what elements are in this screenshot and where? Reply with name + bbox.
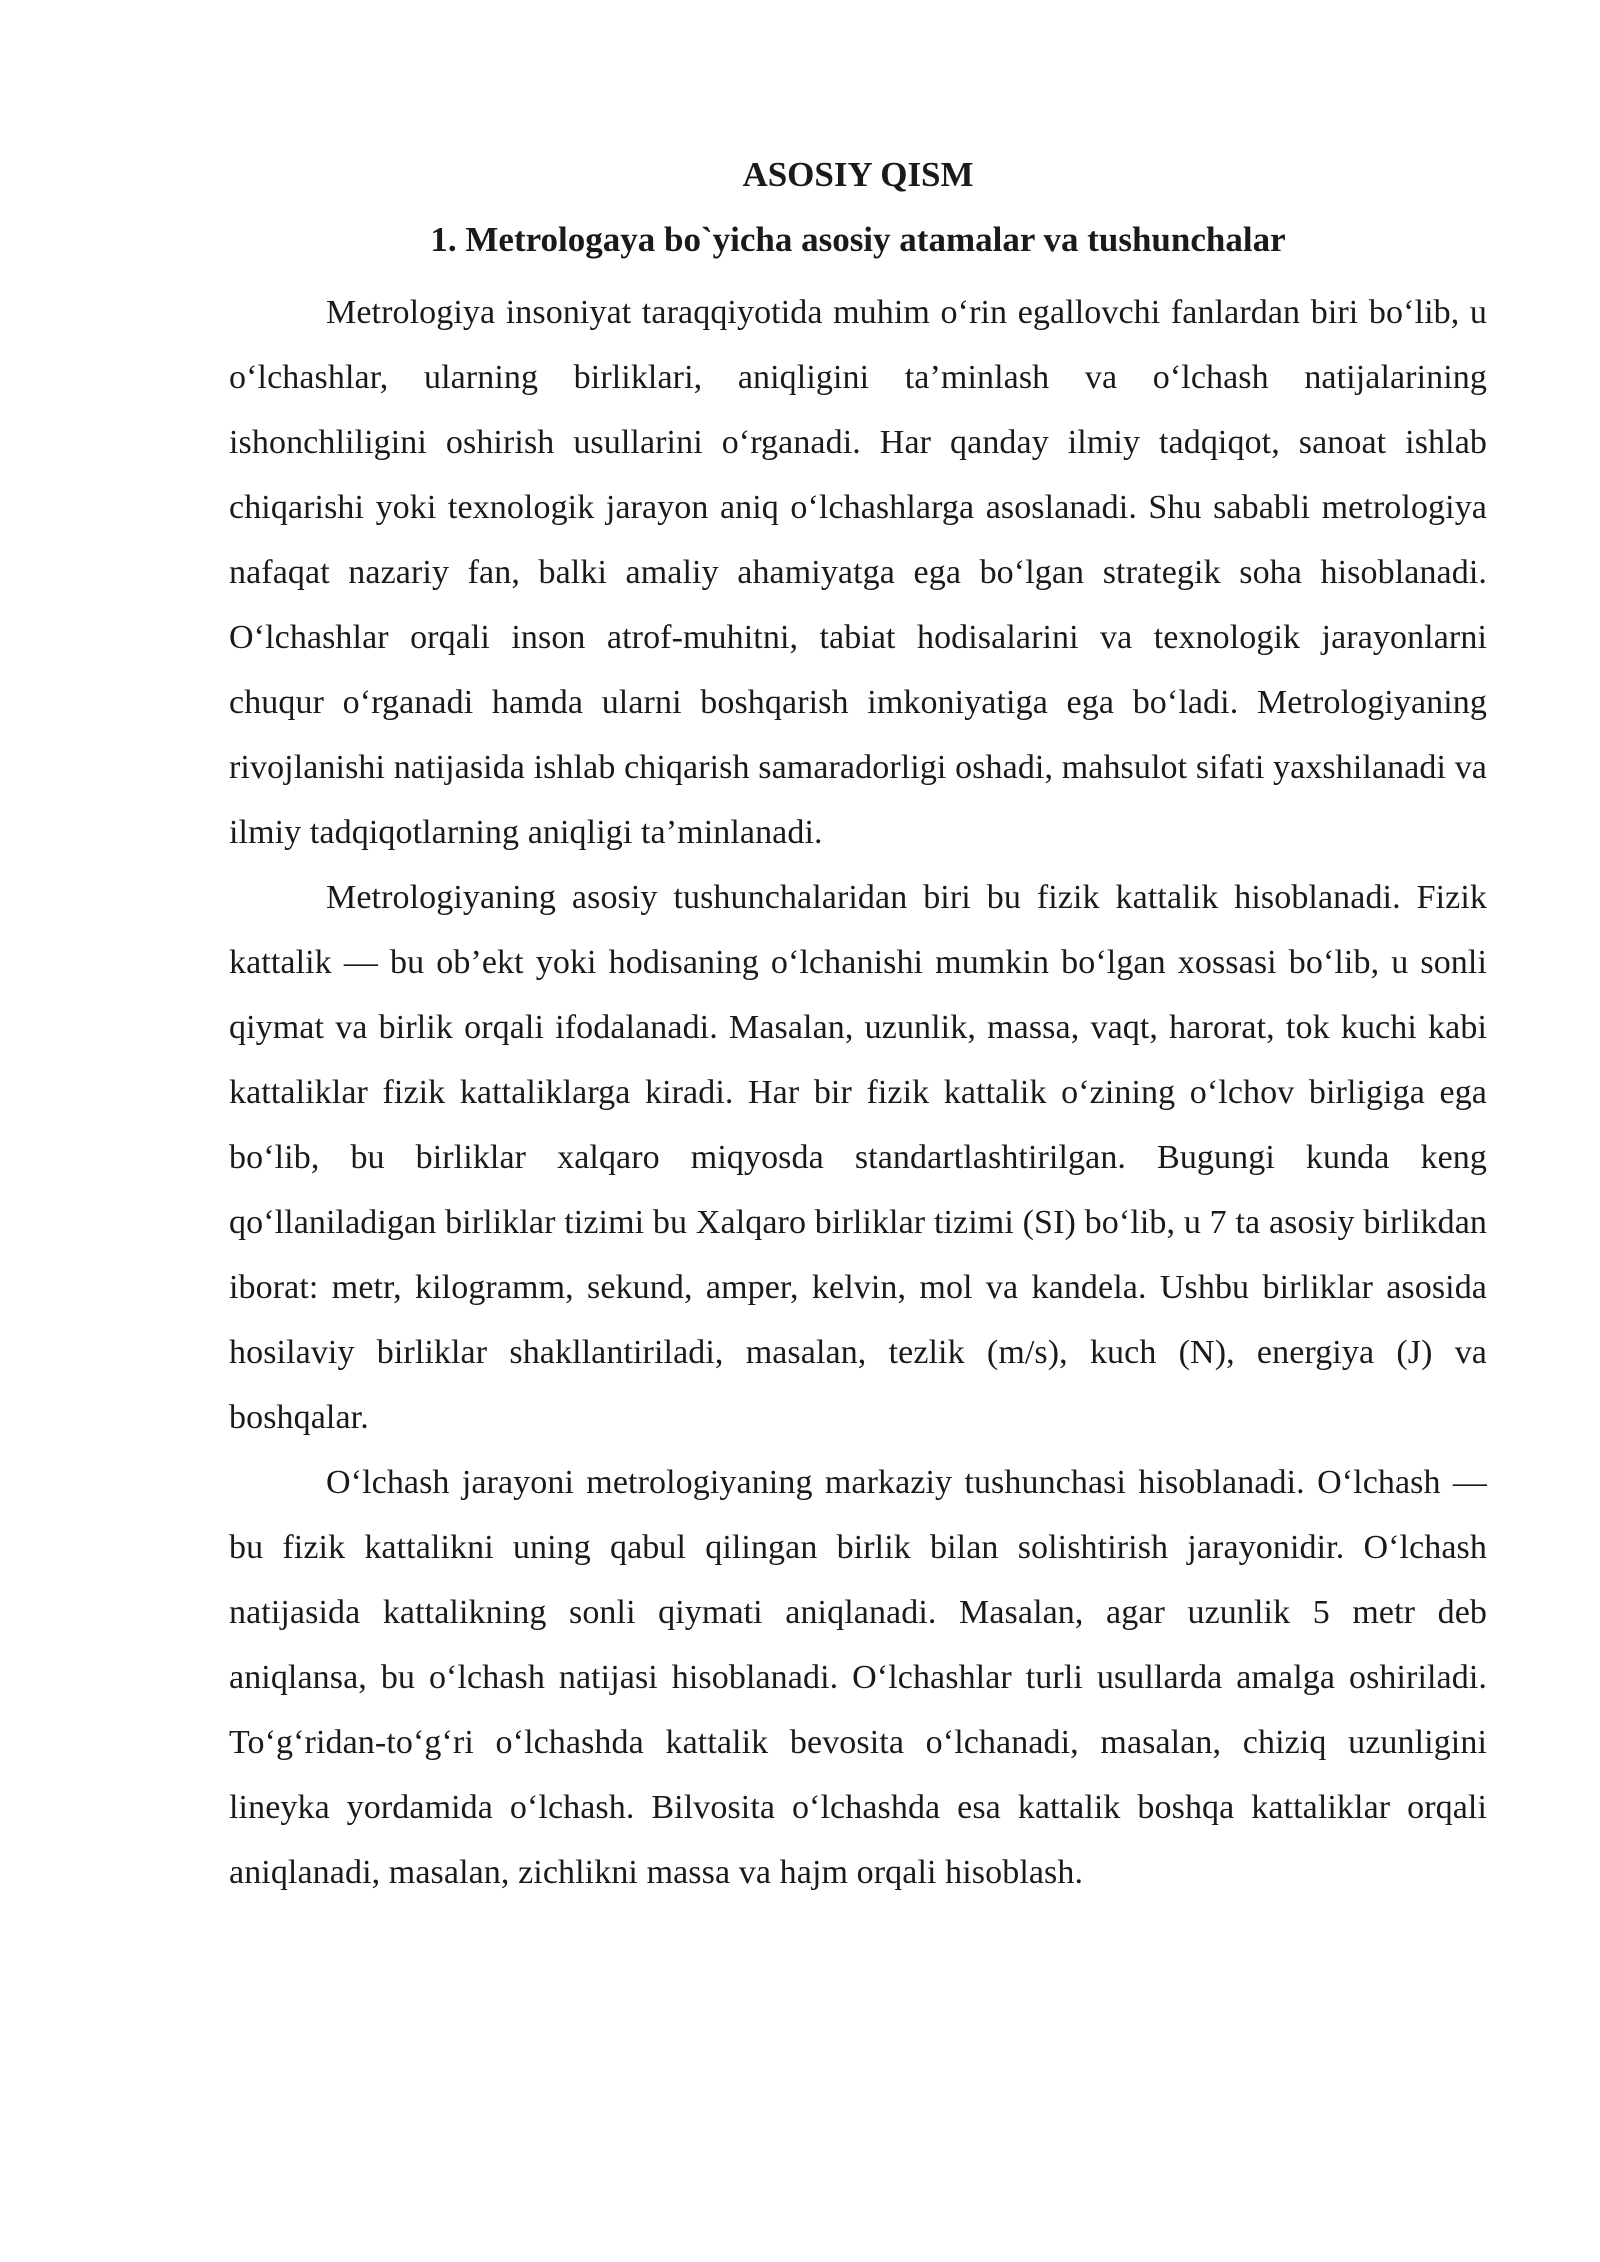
- section-title: 1. Metrologaya bo`yicha asosiy atamalar va tushunchalar: [430, 220, 1286, 259]
- paragraph-fizik-kattalik: Metrologiyaning asosiy tushunchalaridan biri bu fizik kattalik hisoblanadi. Fizik kattalik — bu ob’ekt yoki hodisaning o‘lchanishi mumkin bo‘lgan xossasi bo‘lib, u sonli qiymat va birlik orqali ifodalanadi. Masalan, uzunlik, massa, vaqt, harorat, tok kuchi kabi kattaliklar fizik kattaliklarga kiradi. Har bir fizik kattalik o‘zining o‘lchov birligiga ega bo‘lib, bu birliklar xalqaro miqyosda standartlashtirilgan. Bugungi kunda keng qo‘llaniladigan birliklar tizimi bu Xalqaro birliklar tizimi (SI) bo‘lib, u 7 ta asosiy birlikdan iborat: metr, kilogramm, sekund, amper, kelvin, mol va kandela. Ushbu birliklar asosida hosilaviy birliklar shakllantiriladi, masalan, tezlik (m/s), kuch (N), energiya (J) va boshqalar.: [229, 879, 1487, 1436]
- paragraph-metrologiya-intro: Metrologiya insoniyat taraqqiyotida muhim o‘rin egallovchi fanlardan biri bo‘lib, u o‘lchashlar, ularning birliklari, aniqligini ta’minlash va o‘lchash natijalarining ishonchliligini oshirish usullarini o‘rganadi. Har qanday ilmiy tadqiqot, sanoat ishlab chiqarishi yoki texnologik jarayon aniq o‘lchashlarga asoslanadi. Shu sababli metrologiya nafaqat nazariy fan, balki amaliy ahamiyatga ega bo‘lgan strategik soha hisoblanadi. O‘lchashlar orqali inson atrof-muhitni, tabiat hodisalarini va texnologik jarayonlarni chuqur o‘rganadi hamda ularni boshqarish imkoniyatiga ega bo‘ladi. Metrologiyaning rivojlanishi natijasida ishlab chiqarish samaradorligi oshadi, mahsulot sifati yaxshilanadi va ilmiy tadqiqotlarning aniqligi ta’minlanadi.: [229, 294, 1487, 851]
- page-heading: ASOSIY QISM: [742, 155, 974, 194]
- document-page: [229, 150, 1487, 1905]
- paragraph-olchash-jarayoni: O‘lchash jarayoni metrologiyaning markaziy tushunchasi hisoblanadi. O‘lchash — bu fizik kattalikni uning qabul qilingan birlik bilan solishtirish jarayonidir. O‘lchash natijasida kattalikning sonli qiymati aniqlanadi. Masalan, agar uzunlik 5 metr deb aniqlansa, bu o‘lchash natijasi hisoblanadi. O‘lchashlar turli usullarda amalga oshiriladi. To‘g‘ridan-to‘g‘ri o‘lchashda kattalik bevosita o‘lchanadi, masalan, chiziq uzunligini lineyka yordamida o‘lchash. Bilvosita o‘lchashda esa kattalik boshqa kattaliklar orqali aniqlanadi, masalan, zichlikni massa va hajm orqali hisoblash.: [229, 1464, 1487, 1891]
